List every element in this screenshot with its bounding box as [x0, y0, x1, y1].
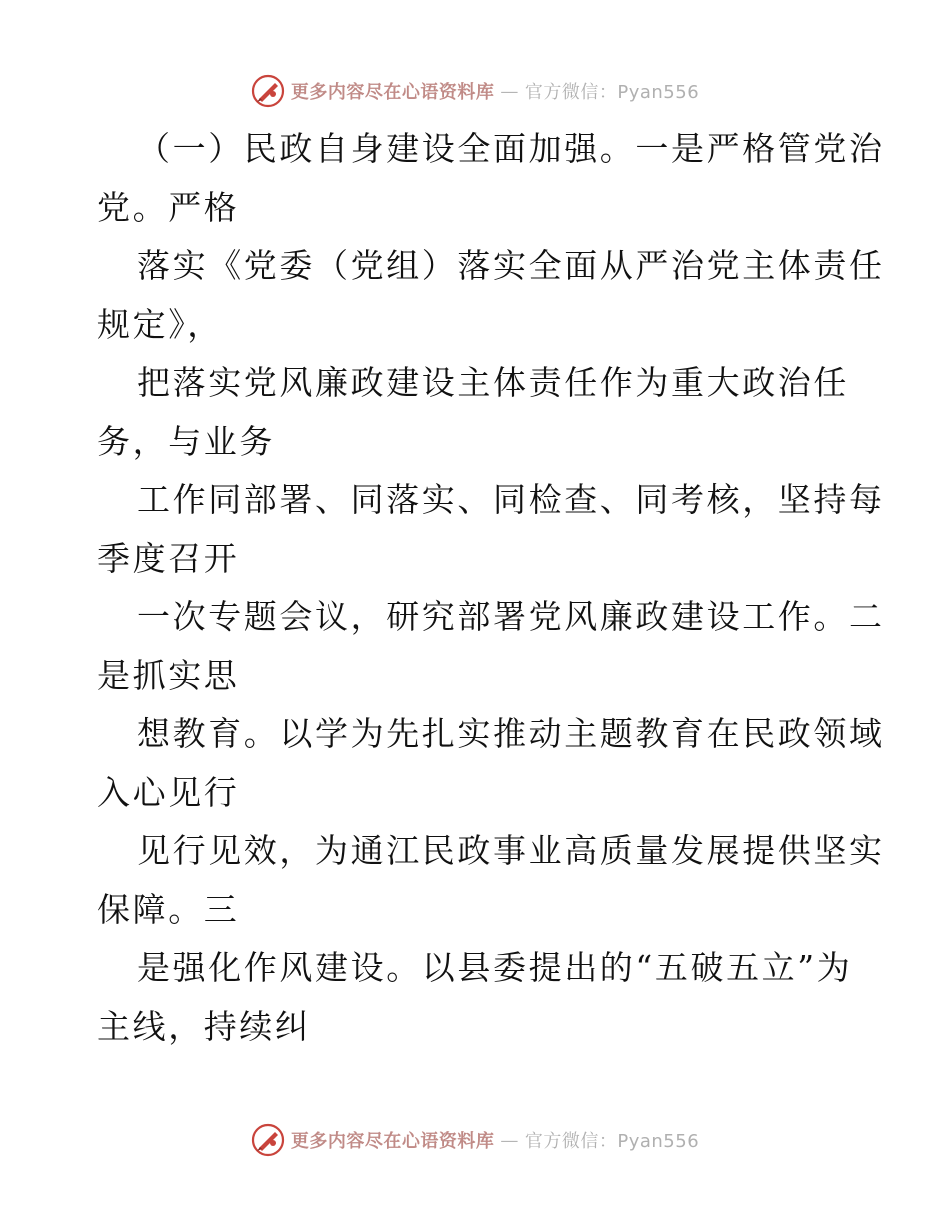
watermark-wechat: 官方微信：Pyan556: [524, 82, 700, 103]
watermark-brand: 更多内容尽在心语资料库: [290, 82, 495, 103]
quill-pen-seal-icon: [251, 74, 285, 108]
body-line: 务，与业务: [97, 421, 275, 461]
body-line: （一）民政自身建设全面加强。一是严格管党治: [137, 129, 885, 168]
body-line: 想教育。以学为先扎实推动主题教育在民政领域: [137, 714, 885, 753]
header-watermark: [0, 71, 950, 111]
body-line: 工作同部署、同落实、同检查、同考核，坚持每: [137, 480, 885, 519]
body-line: 见行见效，为通江民政事业高质量发展提供坚实: [137, 831, 885, 870]
footer-watermark: [0, 1120, 950, 1160]
body-line: 是抓实思: [97, 655, 240, 695]
body-line: 主线，持续纠: [97, 1006, 311, 1046]
watermark-brand: 更多内容尽在心语资料库: [290, 1131, 495, 1152]
body-line: 是强化作风建设。以县委提出的“五破五立”为: [137, 948, 853, 987]
body-line: 落实《党委（党组）落实全面从严治党主体责任: [137, 246, 885, 285]
body-line: 一次专题会议，研究部署党风廉政建设工作。二: [137, 597, 885, 636]
body-line: 把落实党风廉政建设主体责任作为重大政治任: [137, 363, 849, 402]
body-line: 规定》，: [97, 304, 223, 344]
document-body: [97, 120, 885, 1056]
quill-pen-seal-icon: [251, 1123, 285, 1157]
body-line: 入心见行: [97, 772, 240, 812]
watermark-separator: —: [500, 1129, 519, 1151]
body-line: 保障。三: [97, 889, 240, 929]
watermark-separator: —: [500, 80, 519, 102]
body-line: 党。严格: [97, 187, 240, 227]
watermark-wechat: 官方微信：Pyan556: [524, 1131, 700, 1152]
body-line: 季度召开: [97, 538, 240, 578]
